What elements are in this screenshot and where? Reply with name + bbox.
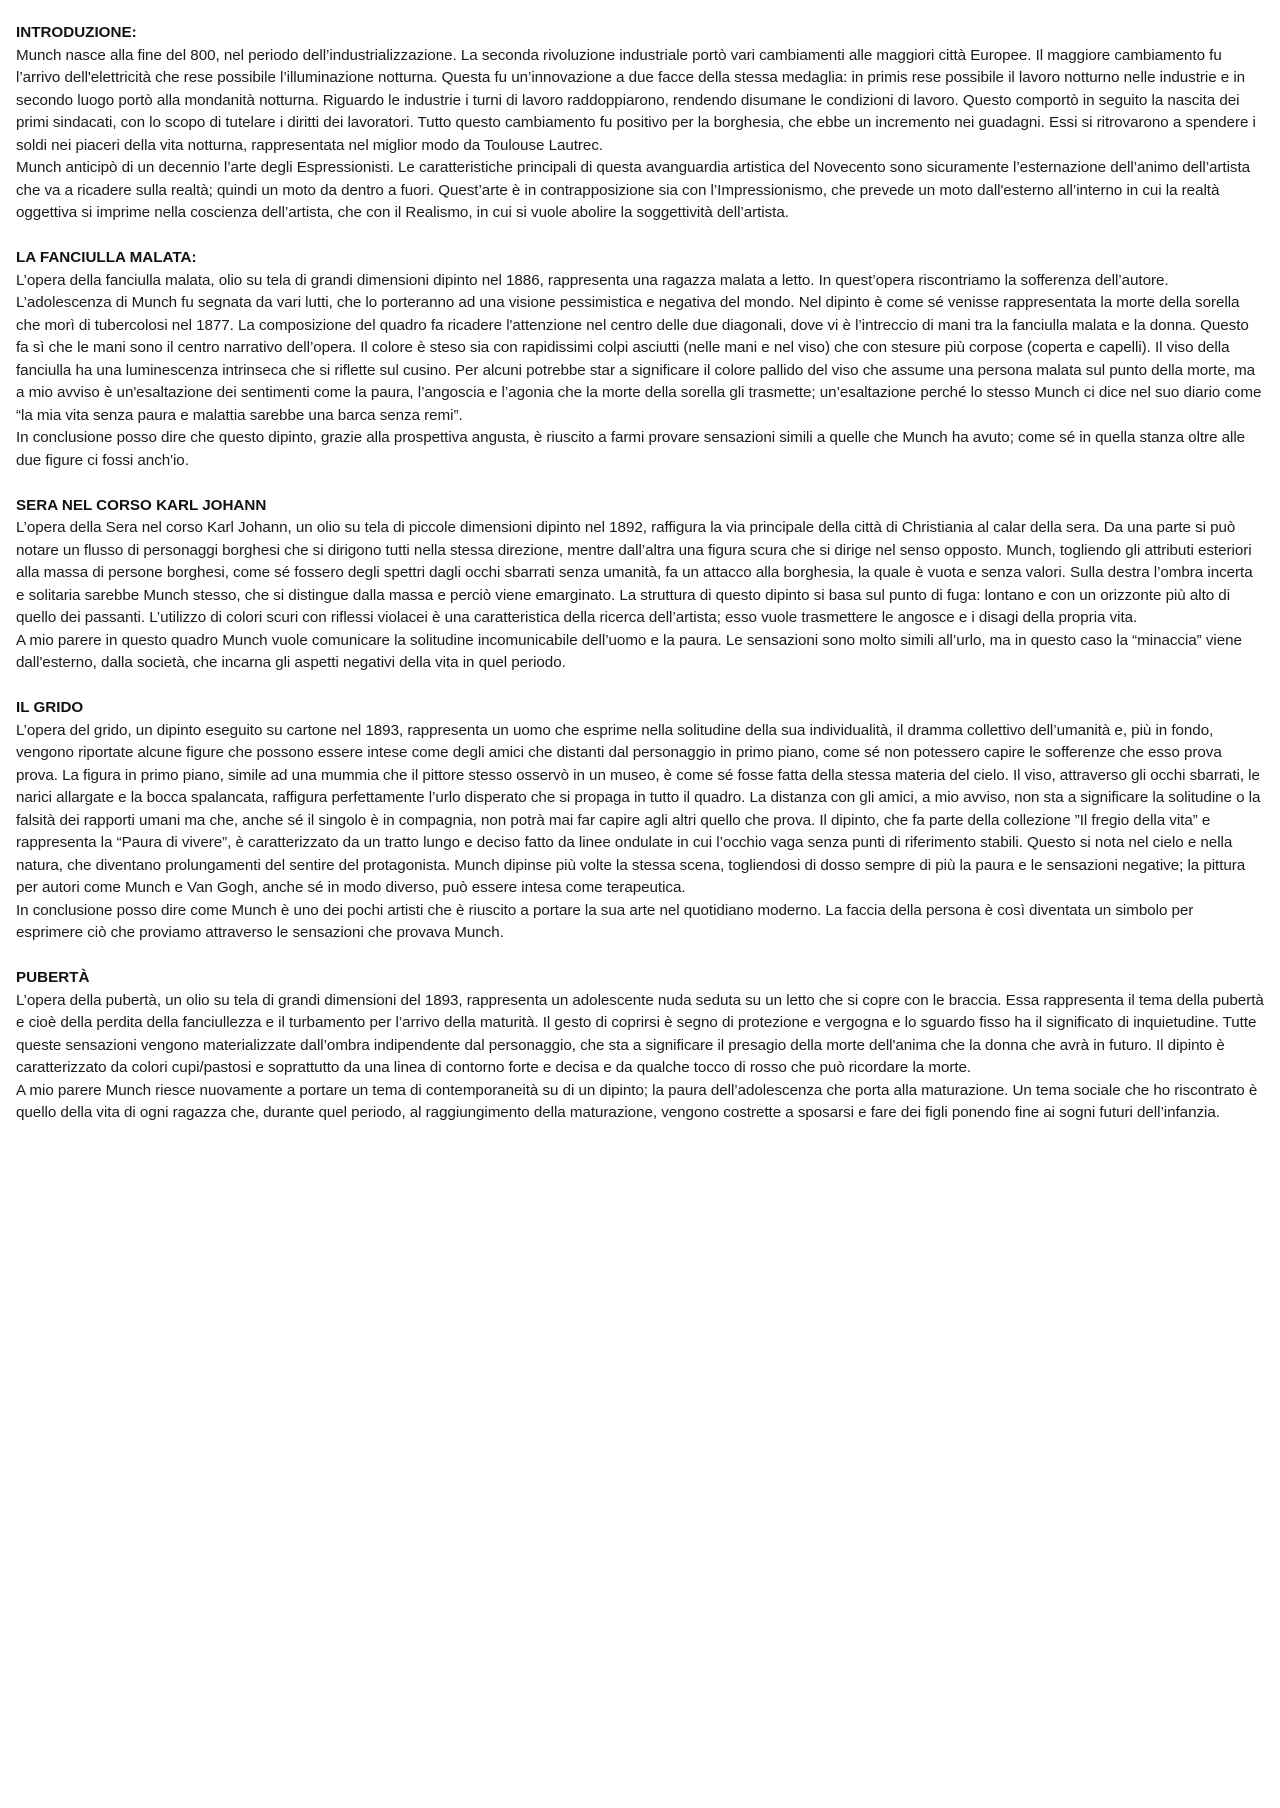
- paragraph: Munch nasce alla fine del 800, nel periodo dell’industrializzazione. La seconda rivoluzione industriale portò vari cambiamenti alle maggiori città Europee. Il maggiore cambiamento fu l’arrivo dell'elettricità che rese possibile l’illuminazione notturna. Questa fu un’innovazione a due facce della stessa medaglia: in primis rese possibile il lavoro notturno nelle industrie e in secondo luogo portò alla mondanità notturna. Riguardo le industrie i turni di lavoro raddoppiarono, rendendo disumane le condizioni di lavoro. Questo comportò in seguito la nascita dei primi sindacati, con lo scopo di tutelare i diritti dei lavoratori. Tutto questo cambiamento fu positivo per la borghesia, che ebbe un incremento nei guadagni. Essi si ritrovarono a spendere i soldi nei piaceri della vita notturna, rappresentata nel miglior modo da Toulouse Lautrec.: [16, 46, 1256, 154]
- paragraph: L’opera del grido, un dipinto eseguito su cartone nel 1893, rappresenta un uomo che esprime nella solitudine della sua individualità, il dramma collettivo dell’umanità e, più in fondo, vengono riportate alcune figure che possono essere intese come degli amici che distanti dal personaggio in primo piano, come sé non potessero capire le sofferenze che esso prova prova. La figura in primo piano, simile ad una mummia che il pittore stesso osservò in un museo, è come sé fosse fatta della stessa materia del cielo. Il viso, attraverso gli occhi sbarrati, le narici allargate e la bocca spalancata, raffigura perfettamente l’urlo disperato che si propaga in tutto il quadro. La distanza con gli amici, a mio avviso, non sta a significare la solitudine o la falsità dei rapporti umani ma che, anche sé il singolo è in compagnia, non potrà mai far capire agli altri quello che prova. Il dipinto, che fa parte della collezione ”Il fregio della vita” e rappresenta la “Paura di vivere”, è caratterizzato da un tratto lungo e deciso fatto da linee ondulate in cui l’occhio vaga senza punti di riferimento stabili. Questo si nota nel cielo e nella natura, che diventano prolungamenti del sentire del protagonista. Munch dipinse più volte la stessa scena, togliendosi di dosso sempre di più la paura e le sensazioni negative; la pittura per autori come Munch e Van Gogh, anche sé in modo diverso, può essere intesa come terapeutica.: [16, 721, 1261, 896]
- paragraph: In conclusione posso dire come Munch è uno dei pochi artisti che è riuscito a portare la sua arte nel quotidiano moderno. La faccia della persona è così diventata un simbolo per esprimere ciò che proviamo attraverso le sensazioni che provava Munch.: [16, 901, 1194, 941]
- section-fanciulla-malata: [16, 247, 1264, 472]
- section-heading: LA FANCIULLA MALATA:: [16, 249, 197, 266]
- section-heading: PUBERTÀ: [16, 969, 90, 986]
- section-heading: IL GRIDO: [16, 699, 84, 716]
- section-heading: INTRODUZIONE:: [16, 24, 137, 41]
- paragraph: L’opera della fanciulla malata, olio su tela di grandi dimensioni dipinto nel 1886, rappresenta una ragazza malata a letto. In quest’opera riscontriamo la sofferenza dell’autore. L’adolescenza di Munch fu segnata da vari lutti, che lo porteranno ad una visione pessimistica e negativa del mondo. Nel dipinto è come sé venisse rappresentata la morte della sorella che morì di tubercolosi nel 1877. La composizione del quadro fa ricadere l'attenzione nel centro delle due diagonali, dove vi è l’intreccio di mani tra la fanciulla malata e la donna. Questo fa sì che le mani sono il centro narrativo dell’opera. Il colore è steso sia con rapidissimi colpi asciutti (nelle mani e nel viso) che con stesure più corpose (coperta e capelli). Il viso della fanciulla ha una luminescenza intrinseca che si riflette sul cusino. Per alcuni potrebbe star a significare il colore pallido del viso che assume una persona malata sul punto della morte, ma a mio avviso è un'esaltazione dei sentimenti come la paura, l’angoscia e l’agonia che la morte della sorella gli trasmette; un’esaltazione perché lo stesso Munch ci dice nel suo diario come “la mia vita senza paura e malattia sarebbe una barca senza remi”.: [16, 271, 1262, 424]
- section-introduzione: [16, 22, 1264, 225]
- paragraph: L’opera della Sera nel corso Karl Johann, un olio su tela di piccole dimensioni dipinto nel 1892, raffigura la via principale della città di Christiania al calar della sera. Da una parte si può notare un flusso di personaggi borghesi che si dirigono tutti nella stessa direzione, mentre dall’altra una figura scura che si dirige nel senso opposto. Munch, togliendo gli attributi esteriori alla massa di persone borghesi, come sé fossero degli spettri dagli occhi sbarrati senza umanità, fa un attacco alla borghesia, la quale è vuota e senza valori. Sulla destra l’ombra incerta e solitaria sarebbe Munch stesso, che si distingue dalla massa e perciò viene emarginato. La struttura di questo dipinto si basa sul punto di fuga: lontano e con un orizzonte più alto di quello dei passanti. L’utilizzo di colori scuri con riflessi violacei è una caratteristica della ricerca dell’artista; esso vuole trasmettere le angosce e i disagi della propria vita.: [16, 519, 1253, 626]
- paragraph: A mio parere Munch riesce nuovamente a portare un tema di contemporaneità su di un dipinto; la paura dell’adolescenza che porta alla maturazione. Un tema sociale che ho riscontrato è quello della vita di ogni ragazza che, durante quel periodo, al raggiungimento della maturazione, vengono costrette a sposarsi e fare dei figli ponendo fine ai sogni futuri dell’infanzia.: [16, 1081, 1258, 1121]
- paragraph: In conclusione posso dire che questo dipinto, grazie alla prospettiva angusta, è riuscito a farmi provare sensazioni simili a quelle che Munch ha avuto; come sé in quella stanza oltre alle due figure ci fossi anch'io.: [16, 429, 1246, 469]
- section-heading: SERA NEL CORSO KARL JOHANN: [16, 496, 267, 514]
- paragraph: L’opera della pubertà, un olio su tela di grandi dimensioni del 1893, rappresenta un adolescente nuda seduta su un letto che si copre con le braccia. Essa rappresenta il tema della pubertà e cioè della perdita della fanciullezza e il turbamento per l’arrivo della maturità. Il gesto di coprirsi è segno di protezione e vergogna e lo sguardo fisso ha il significato di inquietudine. Tutte queste sensazioni vengono materializzate dall’ombra indipendente dal personaggio, che sta a significare il presagio della morte dell'anima che la donna che avrà in futuro. Il dipinto è caratterizzato da colori cupi/pastosi e soprattutto da una linea di contorno forte e decisa e da qualche tocco di rosso che può ricordare la morte.: [16, 991, 1264, 1076]
- section-il-grido: [16, 697, 1264, 945]
- section-puberta: [16, 967, 1264, 1125]
- section-sera-karl-johann: [16, 495, 1264, 675]
- paragraph: A mio parere in questo quadro Munch vuole comunicare la solitudine incomunicabile dell’uomo e la paura. Le sensazioni sono molto simili all’urlo, ma in questo caso la “minaccia” viene dall'esterno, dalla società, che incarna gli aspetti negativi della vita in quel periodo.: [16, 631, 1242, 671]
- paragraph: Munch anticipò di un decennio l’arte degli Espressionisti. Le caratteristiche principali di questa avanguardia artistica del Novecento sono sicuramente l’esternazione dell’animo dell’artista che va a ricadere sulla realtà; quindi un moto da dentro a fuori. Quest’arte è in contrapposizione sia con l’Impressionismo, che prevede un moto dall'esterno all’interno in cui la realtà oggettiva si imprime nella coscienza dell’artista, che con il Realismo, in cui si vuole abolire la soggettività dell’artista.: [16, 159, 1251, 221]
